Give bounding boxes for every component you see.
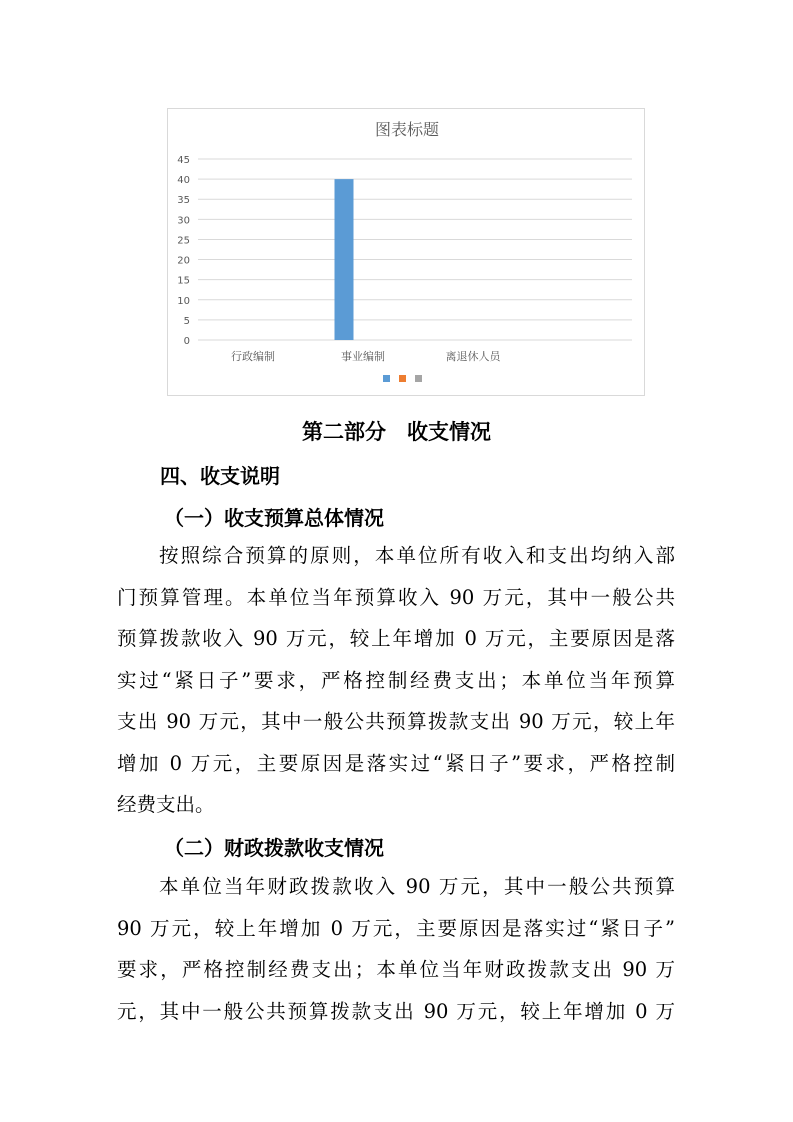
paragraph-line: 90 万元，较上年增加 0 万元，主要原因是落实过“紧日子” <box>117 916 675 940</box>
legend-swatch <box>383 375 390 382</box>
paragraph-line: 预算拨款收入 90 万元，较上年增加 0 万元，主要原因是落 <box>117 627 675 650</box>
y-tick-label: 25 <box>177 235 190 247</box>
y-tick-label: 0 <box>183 336 190 347</box>
paragraph-line: 实过“紧日子”要求，严格控制经费支出；本单位当年预算 <box>117 668 675 692</box>
chart-title: 图表标题 <box>374 120 440 139</box>
x-tick-label: 事业编制 <box>341 350 385 363</box>
chart-container <box>167 108 645 396</box>
legend-swatch <box>415 375 422 382</box>
y-tick-label: 15 <box>177 275 190 287</box>
y-tick-label: 45 <box>177 155 190 166</box>
section-title: 四、收支说明 <box>160 464 280 488</box>
paragraph-line: 要求，严格控制经费支出；本单位当年财政拨款支出 90 万 <box>117 958 675 981</box>
bar-chart <box>168 109 646 397</box>
x-tick-label: 行政编制 <box>231 350 275 363</box>
paragraph-fiscal-appropriation <box>117 866 675 1032</box>
y-tick-label: 10 <box>177 295 190 307</box>
paragraph-budget-overview <box>117 535 675 826</box>
y-tick-label: 5 <box>183 315 190 327</box>
y-tick-label: 30 <box>177 215 190 227</box>
legend-swatch <box>399 375 406 382</box>
x-tick-label: 离退休人员 <box>445 350 501 363</box>
paragraph-line: 按照综合预算的原则，本单位所有收入和支出均纳入部 <box>159 544 675 567</box>
subsection-title-2: （二）财政拨款收支情况 <box>164 836 384 860</box>
subsection-title-1: （一）收支预算总体情况 <box>164 506 384 530</box>
y-tick-label: 35 <box>177 195 190 207</box>
paragraph-line: 增加 0 万元，主要原因是落实过“紧日子”要求，严格控制 <box>117 751 675 775</box>
paragraph-line: 门预算管理。本单位当年预算收入 90 万元，其中一般公共 <box>117 585 675 609</box>
paragraph-line: 经费支出。 <box>117 793 215 816</box>
paragraph-line: 本单位当年财政拨款收入 90 万元，其中一般公共预算 <box>159 875 675 898</box>
y-tick-label: 20 <box>177 255 190 267</box>
paragraph-line: 元，其中一般公共预算拨款支出 90 万元，较上年增加 0 万 <box>117 999 675 1023</box>
y-tick-label: 40 <box>177 175 190 187</box>
paragraph-line: 支出 90 万元，其中一般公共预算拨款支出 90 万元，较上年 <box>117 710 675 733</box>
bar <box>335 179 354 340</box>
part-title: 第二部分 收支情况 <box>302 420 491 444</box>
